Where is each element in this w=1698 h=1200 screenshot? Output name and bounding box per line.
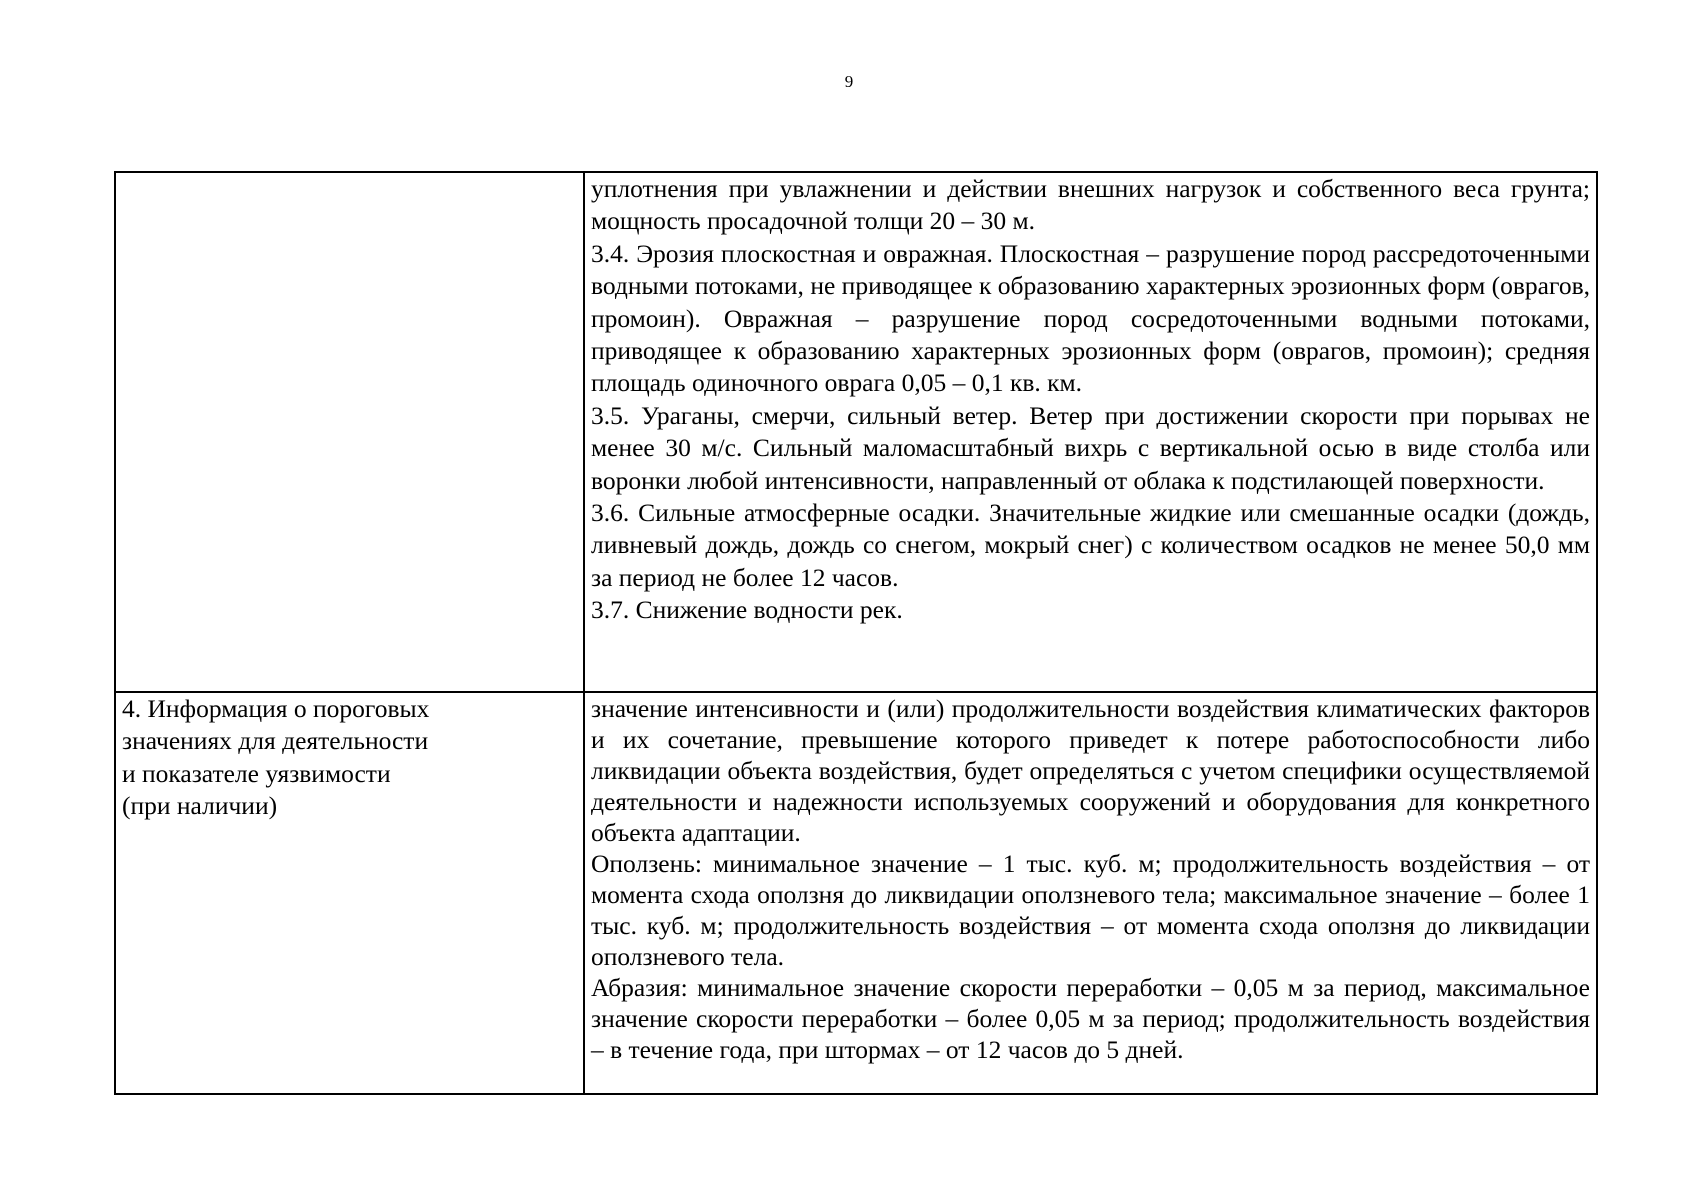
- document-table: [114, 171, 1598, 1095]
- row-heading-line: значениях для деятельности: [122, 726, 429, 756]
- row-heading-line: (при наличии): [122, 791, 278, 821]
- paragraph-abrasion: Абразия: минимальное значение скорости переработки – 0,05 м за период, максимальное значение скорости переработки – более 0,05 м за период; продолжительность воздействия – в течение года, при штормах – от 12 часов до 5 дней.: [591, 973, 1590, 1064]
- paragraph-erosion: 3.4. Эрозия плоскостная и овражная. Плоскостная – разрушение пород рассредоточенными водными потоками, не приводящее к образованию характерных эрозионных форм (оврагов, промоин). Овражная – разрушение пород сосредоточенными водными потоками, приводящее к образованию характерных эрозионных форм (оврагов, промоин); средняя площадь одиночного оврага 0,05 – 0,1 кв. км.: [591, 238, 1590, 398]
- table-cell-thresholds: [584, 692, 1597, 1094]
- paragraph-river-water-decrease: 3.7. Снижение водности рек.: [591, 595, 903, 625]
- paragraph-hurricanes: 3.5. Ураганы, смерчи, сильный ветер. Ветер при достижении скорости при порывах не менее 30 м/с. Сильный маломасштабный вихрь с вертикальной осью в виде столба или воронки любой интенсивности, направленный от облака к подстилающей поверхности.: [591, 400, 1590, 495]
- table-row: [115, 172, 1597, 692]
- paragraph-precipitation: 3.6. Сильные атмосферные осадки. Значительные жидкие или смешанные осадки (дождь, ливневый дождь, дождь со снегом, мокрый снег) с количеством осадков не менее 50,0 мм за период не более 12 часов.: [591, 498, 1590, 592]
- table-cell-description: [584, 172, 1597, 692]
- table-cell-empty: [115, 172, 584, 692]
- row-heading: [122, 693, 577, 823]
- page-number: 9: [844, 72, 854, 91]
- paragraph-threshold-definition: значение интенсивности и (или) продолжительности воздействия климатических факторов и их сочетание, превышение которого приведет к потере работоспособности либо ликвидации объекта воздействия, будет определяться с учетом специфики осуществляемой деятельности и надежности используемых сооружений и оборудования для конкретного объекта адаптации.: [591, 694, 1590, 847]
- paragraph-landslide: Оползень: минимальное значение – 1 тыс. куб. м; продолжительность воздействия – от момента схода оползня до ликвидации оползневого тела; максимальное значение – более 1 тыс. куб. м; продолжительность воздействия – от момента схода оползня до ликвидации оползневого тела.: [591, 849, 1590, 971]
- table-row: [115, 692, 1597, 1094]
- row-heading-line: 4. Информация о пороговых: [122, 694, 430, 723]
- row-heading-line: и показателе уязвимости: [122, 758, 391, 788]
- table-cell-heading: [115, 692, 584, 1094]
- paragraph-subsidence-end: уплотнения при увлажнении и действии внешних нагрузок и собственного веса грунта; мощность просадочной толщи 20 – 30 м.: [591, 174, 1590, 236]
